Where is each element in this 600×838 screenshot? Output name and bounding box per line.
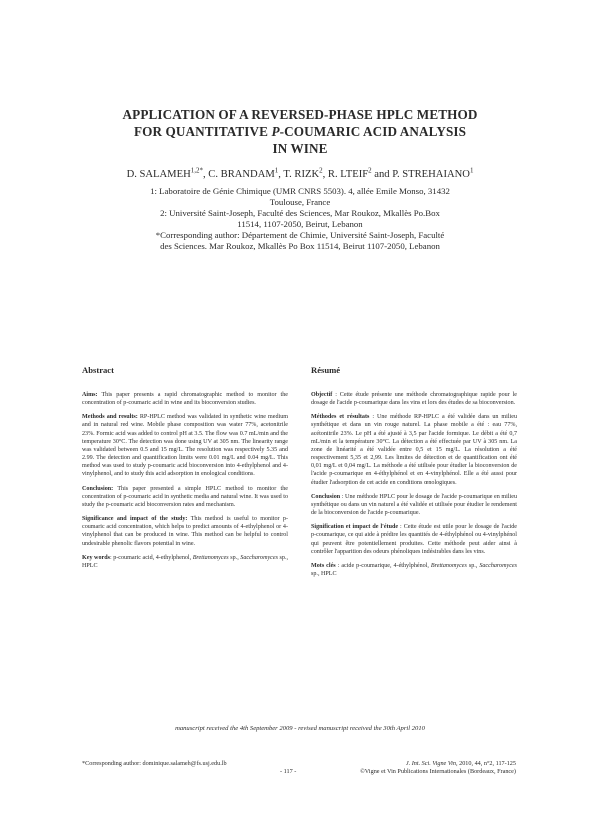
keywords-italic-2: Saccharomyces [240,554,278,561]
resume-signification [311,523,517,556]
abstract-conclusion [82,485,288,509]
paper-title [60,106,540,157]
methodes-text: : Une méthode RP-HPLC a été validée dans un milieu synthétique et dans un vin rouge naturel. La phase mobile a été : eau 77%, acétonitrile 23%. Le pH a été ajusté à 3,5 par l'acide formique. Le débit a été 0,7 mL/min et la température 30°C. La détection a été effectuée par UV à 305 nm. La zone de linéarité a été validée entre 0,5 et 15 mg/L. La résolution a été respectivement 5,35 et 2,99. Les limites de détection et de quantification ont été 0,01 mg/L et 0,04 mg/L. La méthode a été utilisée pour étudier la bioconversion de l'acide p-coumarique en 4-éthylphénol et en 4-vinylphénol. Elle a été aussi pour étudier l'adsorption de cet acide en conditions œnologiques. [311,414,518,486]
abstract-aims [82,391,288,407]
signification-text: : Cette étude est utile pour le dosage de l'acide p-coumarique, ce qui aide à prédire les quantités de 4-éthylphénol ou 4-vinylphénol qui peuvent être potentiellement produites. Cette méthode peut aider ainsi à contrôler l'apparition des odeurs phénoliques indésirables dans les vins. [311,524,517,555]
mots-pre: : acide p-coumarique, 4-éthylphénol, [335,562,431,569]
journal-line [330,760,516,768]
mots-post: sp., HPLC [311,570,337,577]
author-4: , R. LTEIF [322,169,369,180]
resume-conclusion-label: Conclusion [311,493,341,500]
methods-text: RP-HPLC method was validated in synthetic wine medium and in natural red wine. Mobile phase composition was water 77%, acetonitrile 23%. Formic acid was added to control pH at 3.5. The flow was 0.7 mL/min and the temperature 30°C. The detection was done using UV at 305 nm. The linearity range was validated between 0.5 and 15 mg/L. The resolution was respectively 5.35 and 2.99. The detection and quantification limits were 0.01 mg/L and 0.04 mg/L. This method was used to study p-coumaric acid bioconversion into 4-ethylphenol and 4-vinylphenol, and to study this acid adsorption in enological conditions. [82,414,288,478]
keywords-label: Key words [82,554,110,561]
resume-heading: Résumé [311,365,341,375]
aims-label: Aims: [82,392,98,398]
abstract-heading: Abstract [82,365,114,375]
affiliation-1: 1: Laboratoire de Génie Chimique (UMR CNRS 5503). 4, allée Emile Monso, 31432 Toulouse, France [150,186,450,207]
title-line-2-italic: P [271,124,280,139]
page-number: - 117 - [280,768,297,775]
journal-citation [330,760,516,776]
methodes-label: Méthodes et résultats [311,414,370,421]
copyright: ©Vigne et Vin Publications Internationales (Bordeaux, France) [360,768,516,775]
mots-mid: sp., [466,562,480,569]
resume-column [311,391,517,584]
abstract-keywords [82,554,288,570]
author-2-affil: 1 [274,166,279,175]
resume-conclusion [311,493,517,517]
journal-volume: , 2010, 44, n°2, 117-125 [456,760,516,767]
keywords-italic-1: Brettanomyces [192,554,229,561]
title-line-1: APPLICATION OF A REVERSED-PHASE HPLC METHOD [122,107,478,122]
author-5-affil: 1 [469,166,474,175]
author-4-affil: 2 [368,166,372,175]
conclusion-label: Conclusion: [82,485,114,492]
author-3-affil: 2 [319,166,323,175]
author-1-affil: 1,2* [190,166,203,175]
author-2: , C. BRANDAM [202,169,275,180]
objectif-text: : Cette étude présente une méthode chromatographique rapide pour le dosage de l'acide p-coumarique dans les vins et lors des études de sa bioconversion. [311,392,517,407]
affiliation-2: 2: Université Saint-Joseph, Faculté des Sciences, Mar Roukoz, Mkallès Po.Box 11514, 1107-2050, Beirut, Lebanon [160,208,440,229]
signification-label: Signification et impact de l'étude [311,524,399,531]
author-1: D. SALAMEH [126,169,191,180]
affiliation-corresponding: *Corresponding author: Département de Chimie, Université Saint-Joseph, Faculté des Sciences. Mar Roukoz, Mkallès Po Box 11514, Beirut 1107-2050, Lebanon [155,230,445,251]
corresponding-email: *Corresponding author: dominique.salameh@fs.usj.edu.lb [82,760,227,767]
keywords-pre: : p-coumaric acid, 4-ethylphenol, [109,554,193,561]
manuscript-dates: manuscript received the 4th September 2009 - revised manuscript received the 30th April 2010 [175,725,425,732]
mots-italic-1: Brettanomyces [430,562,467,569]
keywords-mid: sp., [228,554,241,561]
author-list [60,168,540,182]
title-line-3: IN WINE [272,141,328,156]
mots-italic-2: Saccharomyces [479,562,517,569]
author-5: and P. STREHAIANO [371,169,470,180]
title-line-2 [60,123,540,140]
abstract-significance [82,515,288,548]
abstract-column [82,391,288,576]
resume-mots-cles [311,562,517,578]
objectif-label: Objectif [311,392,333,398]
resume-conclusion-text: : Une méthode HPLC pour le dosage de l'acide p-coumarique en milieu synthétique ou dans un vin naturel a été validée et utilisée pour étudier le rendement de la bioconversion de l'acide p-coumarique. [311,493,517,517]
resume-methodes [311,413,517,486]
significance-text: This method is useful to monitor p-coumaric acid concentration, which helps to predict amounts of 4-ethylphenol or 4-vinylphenol that can be produced in wine. This method can be helpful to control undesirable phenolic flavors potential in wine. [82,516,288,547]
conclusion-text: This paper presented a simple HPLC method to monitor the concentration of p-coumaric acid in synthetic media and natural wine. It was used to study the p-coumaric acid bioconversion rates and mechanism. [82,485,288,508]
mots-label: Mots clés [311,562,336,569]
abstract-methods [82,413,288,478]
keywords-post: sp., HPLC [82,554,288,569]
significance-label: Significance and impact of the study: [82,516,188,523]
aims-text: This paper presents a rapid chromatographic method to monitor the concentration of p-coumaric acid in wine and its bioconversion studies. [82,392,288,407]
title-line-2-post: -COUMARIC ACID ANALYSIS [279,124,467,139]
author-3: , T. RIZK [278,169,320,180]
title-line-2-pre: FOR QUANTITATIVE [133,124,272,139]
journal-name: J. Int. Sci. Vigne Vin [405,760,456,767]
affiliations [150,186,450,252]
resume-objectif [311,391,517,407]
methods-label: Methods and results: [82,414,138,421]
